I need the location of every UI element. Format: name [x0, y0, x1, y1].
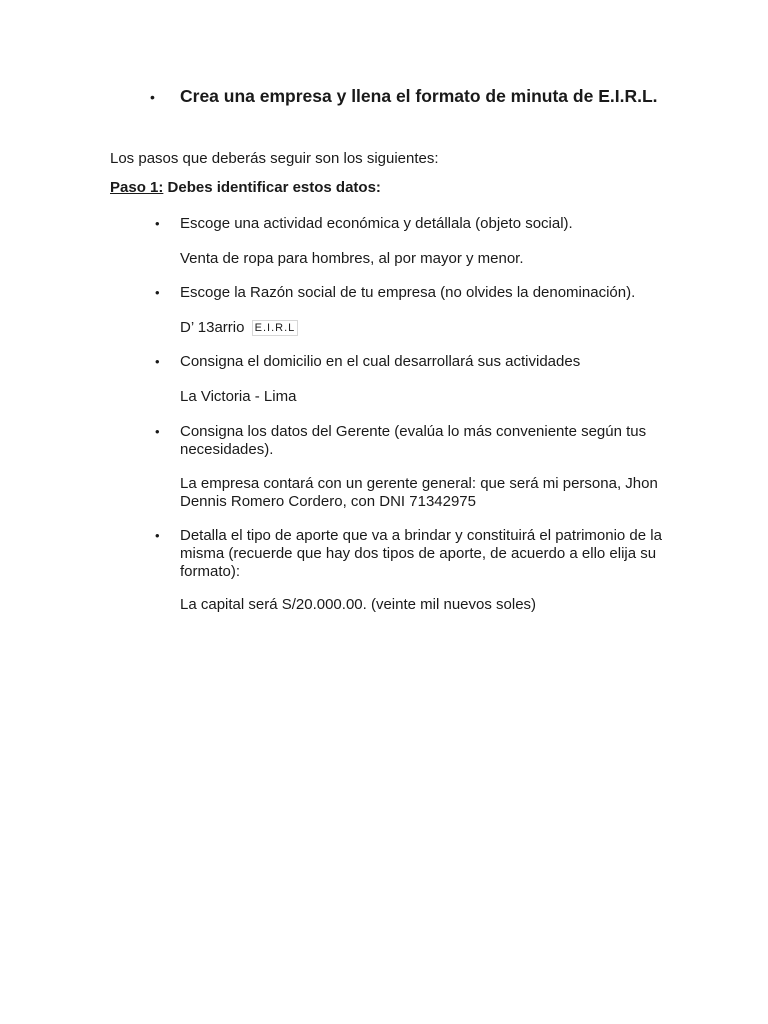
list-item: [150, 215, 670, 233]
list-item: [150, 527, 670, 581]
item-answer: La Victoria - Lima: [180, 388, 297, 405]
item-answer: La empresa contará con un gerente general: que será mi persona, Jhon Dennis Romero Cordero, con DNI 71342975: [180, 475, 658, 510]
item-answer: Venta de ropa para hombres, al por mayor y menor.: [180, 250, 524, 267]
item-prompt: Consigna el domicilio en el cual desarrollará sus actividades: [180, 353, 581, 370]
bullet-icon: •: [150, 88, 155, 105]
item-answer-row: [180, 319, 670, 337]
bullet-icon: •: [155, 424, 160, 439]
intro-text: Los pasos que deberás seguir son los siguientes:: [110, 150, 439, 167]
document-heading: Crea una empresa y llena el formato de minuta de E.I.R.L.: [180, 86, 658, 106]
step-label: Paso 1:: [110, 179, 164, 196]
bullet-icon: •: [155, 285, 160, 300]
list-item: [150, 423, 670, 459]
bullet-icon: •: [155, 354, 160, 369]
item-answer: La capital será S/20.000.00. (veinte mil nuevos soles): [180, 596, 537, 613]
item-answer: D’ 13arrio: [180, 319, 245, 336]
item-prompt: Escoge una actividad económica y detállala (objeto social).: [180, 215, 573, 232]
company-type-badge: E.I.R.L: [252, 320, 299, 336]
bullet-icon: •: [155, 216, 160, 231]
step-text: Debes identificar estos datos:: [167, 179, 381, 196]
bullet-icon: •: [155, 528, 160, 543]
list-item: [150, 284, 670, 302]
item-prompt: Detalla el tipo de aporte que va a brindar y constituirá el patrimonio de la misma (recuerde que hay dos tipos de aporte, de acuerdo a ello elija su formato):: [180, 527, 662, 580]
item-prompt: Consigna los datos del Gerente (evalúa lo más conveniente según tus necesidades).: [180, 423, 647, 458]
heading-item: [150, 86, 658, 107]
step-heading: [110, 179, 381, 196]
list-item: [150, 353, 670, 371]
item-prompt: Escoge la Razón social de tu empresa (no olvides la denominación).: [180, 284, 636, 301]
